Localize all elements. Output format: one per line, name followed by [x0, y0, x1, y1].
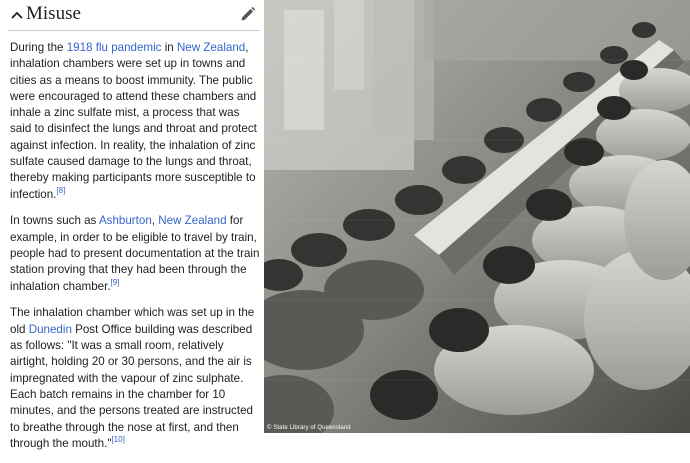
chevron-up-icon[interactable]	[9, 7, 25, 23]
reference-10-link[interactable]: [10]	[111, 434, 125, 444]
reference-9-link[interactable]: [9]	[110, 277, 120, 287]
section-title: Misuse	[26, 3, 81, 24]
link-new-zealand[interactable]: New Zealand	[176, 41, 246, 54]
text: Post Office building was described as follows: "It was a small room, relatively airtight, holding 20 or 30 persons, and the air is impregnated with the vapour of zinc sulphate. Each batch remains in the chamber for 10 minutes, and the persons treated are instructed to breathe through the nose at first, and then through the mouth."	[10, 322, 253, 450]
link-new-zealand-2[interactable]: New Zealand	[158, 214, 227, 228]
link-ashburton[interactable]: Ashburton	[98, 214, 152, 228]
inhalation-chamber-photo	[264, 0, 690, 433]
section-header[interactable]	[0, 0, 264, 30]
text: , inhalation chambers were set up in towns and cities as a means to boost immunity. The public were encouraged to attend these chambers and inhale a zinc sulfate mist, a process that was said to disinfect the lungs and throat and protect against infection. In reality, the inhalation of zinc sulfate caused damage to the lungs and throat, thereby making participants more susceptible to infection.	[10, 41, 257, 201]
text: During the	[10, 41, 67, 54]
article-column	[0, 0, 264, 450]
photo-credit: © State Library of Queensland	[267, 425, 351, 431]
link-dunedin[interactable]: Dunedin	[28, 322, 72, 336]
text: for example, in order to be eligible to travel by train, people had to present documentation at the train station proving that they had been through the inhalation chamber.	[10, 214, 260, 293]
paragraph-1	[10, 40, 260, 203]
section-body	[10, 40, 260, 463]
text: The inhalation chamber which was set up in the old	[10, 306, 255, 336]
section-divider	[8, 30, 260, 31]
link-1918-flu-pandemic[interactable]: 1918 flu pandemic	[66, 41, 162, 54]
text: In towns such as	[10, 214, 99, 228]
reference-8-link[interactable]: [8]	[56, 185, 66, 195]
pencil-icon[interactable]	[239, 6, 256, 23]
paragraph-3	[10, 305, 260, 452]
historical-photo	[264, 0, 690, 433]
text: in	[161, 41, 177, 54]
text: ,	[151, 214, 159, 228]
paragraph-2	[10, 213, 260, 294]
